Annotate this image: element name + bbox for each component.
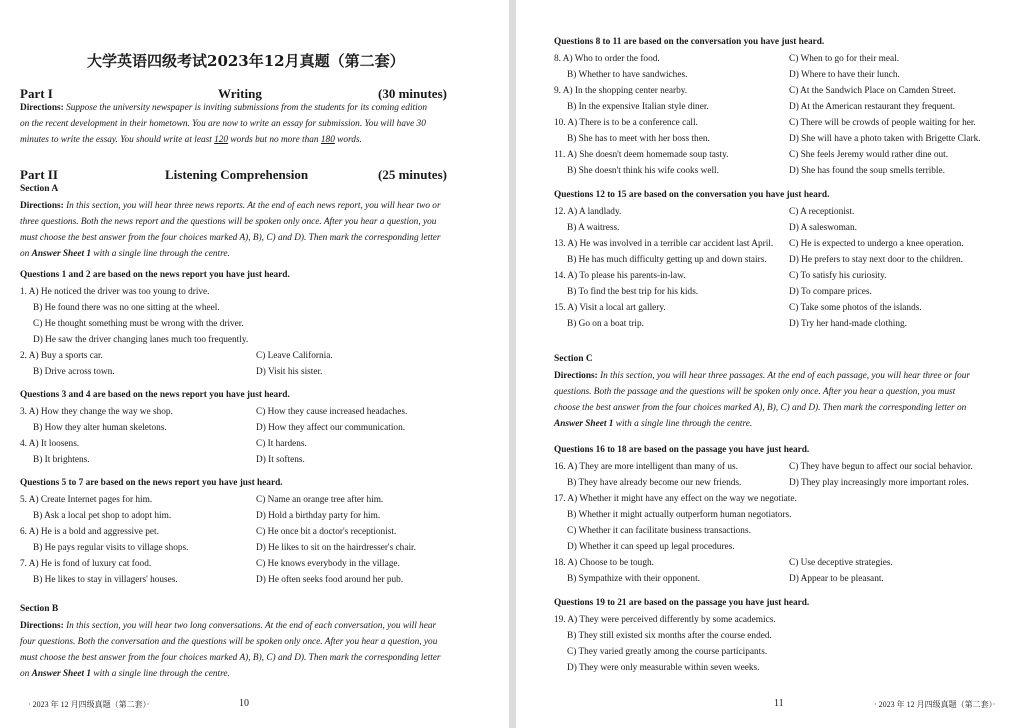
q7-option-d: D) He often seeks food around her pub. xyxy=(256,575,404,585)
q8-option-c: C) When to go for their meal. xyxy=(789,54,900,64)
part1-directions-line1: Directions: Suppose the university newspaper is inviting submissions from the students for its coming edition xyxy=(20,103,427,113)
part2-time: (25 minutes) xyxy=(378,167,447,182)
questions-19-21-header: Questions 19 to 21 are based on the passage you have just heard. xyxy=(554,598,810,608)
part1-directions-line2: on the recent development in their hometown. You are now to write an essay for submission. You will have 30 xyxy=(20,119,426,129)
q14-option-b: B) To find the best trip for his kids. xyxy=(567,287,699,297)
left-footer: · 2023 年 12 月四级真题（第二套）· xyxy=(28,700,150,709)
q1-option-a: 1. A) He noticed the driver was too young to drive. xyxy=(20,287,210,297)
q12-option-b: B) A waitress. xyxy=(567,223,620,233)
q5-option-b: B) Ask a local pet shop to adopt him. xyxy=(33,511,172,521)
q9-option-b: B) In the expensive Italian style diner. xyxy=(567,102,709,112)
q18-option-c: C) Use deceptive strategies. xyxy=(789,558,893,568)
q13-option-a: 13. A) He was involved in a terrible car accident last April. xyxy=(554,239,774,249)
section-b-directions-line2: four questions. Both the conversation and the questions will be spoken only once. After you hear a question, you xyxy=(20,637,438,647)
q12-option-a: 12. A) A landlady. xyxy=(554,207,622,217)
q2-option-a: 2. A) Buy a sports car. xyxy=(20,351,103,361)
left-page-number: 10 xyxy=(239,698,249,709)
q7-option-b: B) He likes to stay in villagers' houses. xyxy=(33,575,178,585)
q18-option-a: 18. A) Choose to be tough. xyxy=(554,558,654,568)
section-c-directions-line4: Answer Sheet 1 with a single line through the centre. xyxy=(554,419,753,429)
part1-name: Writing xyxy=(218,86,262,101)
q19-option-d: D) They were only measurable within seven weeks. xyxy=(567,663,760,673)
q16-option-b: B) They have already become our new friends. xyxy=(567,478,742,488)
right-page-number: 11 xyxy=(774,698,784,709)
q12-option-c: C) A receptionist. xyxy=(789,207,855,217)
part2-label: Part II xyxy=(20,167,58,182)
section-c-directions-line3: choose the best answer from the four choices marked A), B), C) and D). Then mark the corresponding letter on xyxy=(554,403,967,413)
q4-option-d: D) It softens. xyxy=(256,455,305,465)
section-b-label: Section B xyxy=(20,604,59,614)
exam-title: 大学英语四级考试2023年12月真题（第二套） xyxy=(87,52,405,70)
q18-option-d: D) Appear to be pleasant. xyxy=(789,574,884,584)
section-b-directions-line3: must choose the best answer from the four choices marked A), B), C) and D). Then mark the corresponding letter xyxy=(20,653,441,663)
q1-option-c: C) He thought something must be wrong with the driver. xyxy=(33,319,244,329)
q9-option-c: C) At the Sandwich Place on Camden Street. xyxy=(789,86,956,96)
q14-option-d: D) To compare prices. xyxy=(789,287,872,297)
q11-option-a: 11. A) She doesn't deem homemade soup tasty. xyxy=(554,150,729,160)
section-a-directions-line3: must choose the best answer from the four choices marked A), B), C) and D). Then mark the corresponding letter xyxy=(20,233,441,243)
q3-option-c: C) How they cause increased headaches. xyxy=(256,407,408,417)
q8-option-b: B) Whether to have sandwiches. xyxy=(567,70,688,80)
q4-option-c: C) It hardens. xyxy=(256,439,307,449)
q10-option-b: B) She has to meet with her boss then. xyxy=(567,134,710,144)
q10-option-c: C) There will be crowds of people waiting for her. xyxy=(789,118,976,128)
right-footer: · 2023 年 12 月四级真题（第二套）· xyxy=(874,700,996,709)
q2-option-d: D) Visit his sister. xyxy=(256,367,323,377)
q3-option-b: B) How they alter human skeletons. xyxy=(33,423,167,433)
q19-option-c: C) They varied greatly among the course participants. xyxy=(567,647,768,657)
q5-option-c: C) Name an orange tree after him. xyxy=(256,495,384,505)
questions-3-4-header: Questions 3 and 4 are based on the news report you have just heard. xyxy=(20,390,290,400)
q2-option-b: B) Drive across town. xyxy=(33,367,115,377)
section-c-label: Section C xyxy=(554,354,593,364)
q11-option-c: C) She feels Jeremy would rather dine out. xyxy=(789,150,949,160)
q4-option-b: B) It brightens. xyxy=(33,455,90,465)
part1-time: (30 minutes) xyxy=(378,86,447,101)
q1-option-b: B) He found there was no one sitting at the wheel. xyxy=(33,303,220,313)
q19-option-b: B) They still existed six months after the course ended. xyxy=(567,631,772,641)
questions-5-7-header: Questions 5 to 7 are based on the news report you have just heard. xyxy=(20,478,283,488)
q5-option-d: D) Hold a birthday party for him. xyxy=(256,511,381,521)
q13-option-b: B) He has much difficulty getting up and down stairs. xyxy=(567,255,767,265)
q17-option-d: D) Whether it can speed up legal procedures. xyxy=(567,542,735,552)
q3-option-a: 3. A) How they change the way we shop. xyxy=(20,407,173,417)
q7-option-c: C) He knows everybody in the village. xyxy=(256,559,400,569)
q6-option-c: C) He once bit a doctor's receptionist. xyxy=(256,527,397,537)
q19-option-a: 19. A) They were perceived differently by some academics. xyxy=(554,615,776,625)
q3-option-d: D) How they affect our communication. xyxy=(256,423,406,433)
q6-option-b: B) He pays regular visits to village shops. xyxy=(33,543,189,553)
q14-option-c: C) To satisfy his curiosity. xyxy=(789,271,887,281)
part2-name: Listening Comprehension xyxy=(165,167,309,182)
q8-option-d: D) Where to have their lunch. xyxy=(789,70,900,80)
q17-option-b: B) Whether it might actually outperform human negotiators. xyxy=(567,510,792,520)
q9-option-d: D) At the American restaurant they frequent. xyxy=(789,102,955,112)
q6-option-a: 6. A) He is a bold and aggressive pet. xyxy=(20,527,159,537)
q12-option-d: D) A saleswoman. xyxy=(789,223,857,233)
section-c-directions-line1: Directions: In this section, you will hear three passages. At the end of each passage, you will hear three or four xyxy=(554,371,970,381)
q18-option-b: B) Sympathize with their opponent. xyxy=(567,574,700,584)
section-b-directions-line1: Directions: In this section, you will hear two long conversations. At the end of each conversation, you will hear xyxy=(20,621,437,631)
q15-option-c: C) Take some photos of the islands. xyxy=(789,303,922,313)
q7-option-a: 7. A) He is fond of luxury cat food. xyxy=(20,559,152,569)
q1-option-d: D) He saw the driver changing lanes much too frequently. xyxy=(33,335,249,345)
q15-option-a: 15. A) Visit a local art gallery. xyxy=(554,303,666,313)
q2-option-c: C) Leave California. xyxy=(256,351,333,361)
right-page xyxy=(516,0,1024,728)
q11-option-d: D) She has found the soup smells terrible. xyxy=(789,166,945,176)
q17-option-c: C) Whether it can facilitate business transactions. xyxy=(567,526,751,536)
section-c-directions-line2: questions. Both the passage and the questions will be spoken only once. After you hear a question, you must xyxy=(554,387,956,397)
q15-option-d: D) Try her hand-made clothing. xyxy=(789,319,907,329)
q4-option-a: 4. A) It loosens. xyxy=(20,439,80,449)
section-a-label: Section A xyxy=(20,184,59,194)
section-a-directions-line1: Directions: In this section, you will hear three news reports. At the end of each news report, you will hear two or xyxy=(20,201,441,211)
q10-option-d: D) She will have a photo taken with Brigette Clark. xyxy=(789,134,981,144)
q6-option-d: D) He likes to sit on the hairdresser's chair. xyxy=(256,543,416,553)
questions-8-11-header: Questions 8 to 11 are based on the conversation you have just heard. xyxy=(554,37,825,47)
part1-directions-line3: minutes to write the essay. You should write at least 120 words but no more than 180 words. xyxy=(20,135,362,145)
q16-option-c: C) They have begun to affect our social behavior. xyxy=(789,462,973,472)
q5-option-a: 5. A) Create Internet pages for him. xyxy=(20,495,153,505)
left-page xyxy=(0,0,509,728)
questions-12-15-header: Questions 12 to 15 are based on the conversation you have just heard. xyxy=(554,190,830,200)
q13-option-c: C) He is expected to undergo a knee operation. xyxy=(789,239,964,249)
section-a-directions-line2: three questions. Both the news report and the questions will be spoken only once. After you hear a question, you xyxy=(20,217,437,227)
q8-option-a: 8. A) Who to order the food. xyxy=(554,54,660,64)
q16-option-d: D) They play increasingly more important roles. xyxy=(789,478,969,488)
q13-option-d: D) He prefers to stay next door to the children. xyxy=(789,255,964,265)
part1-label: Part I xyxy=(20,86,53,101)
questions-1-2-header: Questions 1 and 2 are based on the news report you have just heard. xyxy=(20,270,290,280)
section-a-directions-line4: on Answer Sheet 1 with a single line through the centre. xyxy=(20,249,230,259)
q9-option-a: 9. A) In the shopping center nearby. xyxy=(554,86,688,96)
q17-option-a: 17. A) Whether it might have any effect on the way we negotiate. xyxy=(554,494,797,504)
q14-option-a: 14. A) To please his parents-in-law. xyxy=(554,271,686,281)
section-b-directions-line4: on Answer Sheet 1 with a single line through the centre. xyxy=(20,669,230,679)
q10-option-a: 10. A) There is to be a conference call. xyxy=(554,118,698,128)
q16-option-a: 16. A) They are more intelligent than many of us. xyxy=(554,462,738,472)
questions-16-18-header: Questions 16 to 18 are based on the passage you have just heard. xyxy=(554,445,810,455)
q11-option-b: B) She doesn't think his wife cooks well. xyxy=(567,166,719,176)
q15-option-b: B) Go on a boat trip. xyxy=(567,319,644,329)
